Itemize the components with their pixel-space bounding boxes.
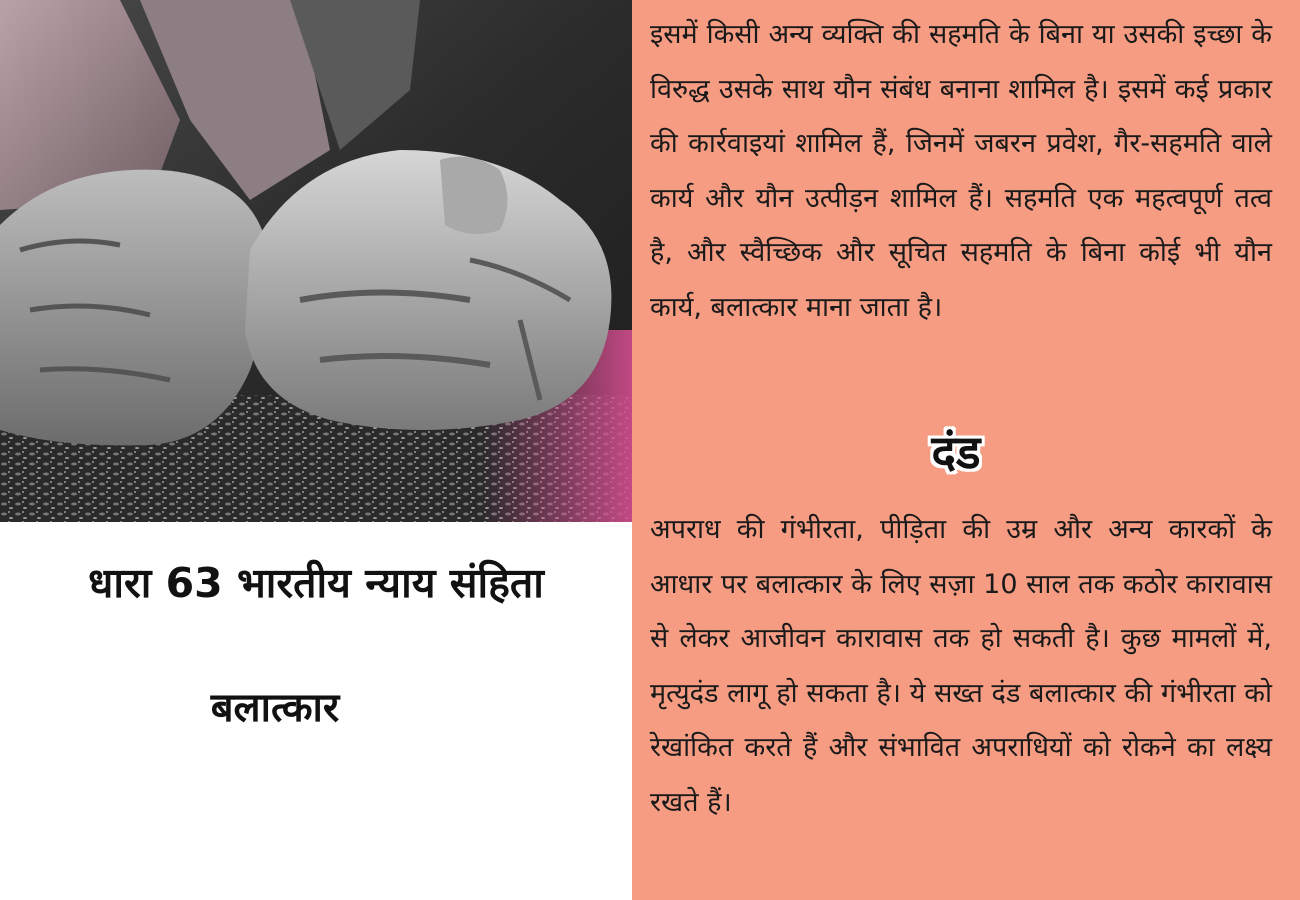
right-text-panel <box>632 0 1300 900</box>
left-panel <box>0 0 632 900</box>
page-subtitle: बलात्कार <box>210 685 340 731</box>
penalty-paragraph: अपराध की गंभीरता, पीड़िता की उम्र और अन्य कारकों के आधार पर बलात्कार के लिए सज़ा 10 साल तक कठोर कारावास से लेकर आजीवन कारावास तक हो सकती है। कुछ मामलों में, मृत्युदंड लागू हो सकता है। ये सख्त दंड बलात्कार की गंभीरता को रेखांकित करते हैं और संभावित अपराधियों को रोकने का लक्ष्य रखते हैं। <box>650 514 1272 818</box>
page-title: धारा 63 भारतीय न्याय संहिता <box>88 559 544 607</box>
clenched-fists-photo <box>0 0 632 522</box>
definition-paragraph: इसमें किसी अन्य व्यक्ति की सहमति के बिना या उसकी इच्छा के विरुद्ध उसके साथ यौन संबंध बनाना शामिल है। इसमें कई प्रकार की कार्रवाइयां शामिल हैं, जिनमें जबरन प्रवेश, गैर-सहमति वाले कार्य और यौन उत्पीड़न शामिल हैं। सहमति एक महत्वपूर्ण तत्व है, और स्वैच्छिक और सूचित सहमति के बिना कोई भी यौन कार्य, बलात्कार माना जाता है। <box>650 19 1272 323</box>
section-heading-penalty: दंड <box>931 425 981 479</box>
